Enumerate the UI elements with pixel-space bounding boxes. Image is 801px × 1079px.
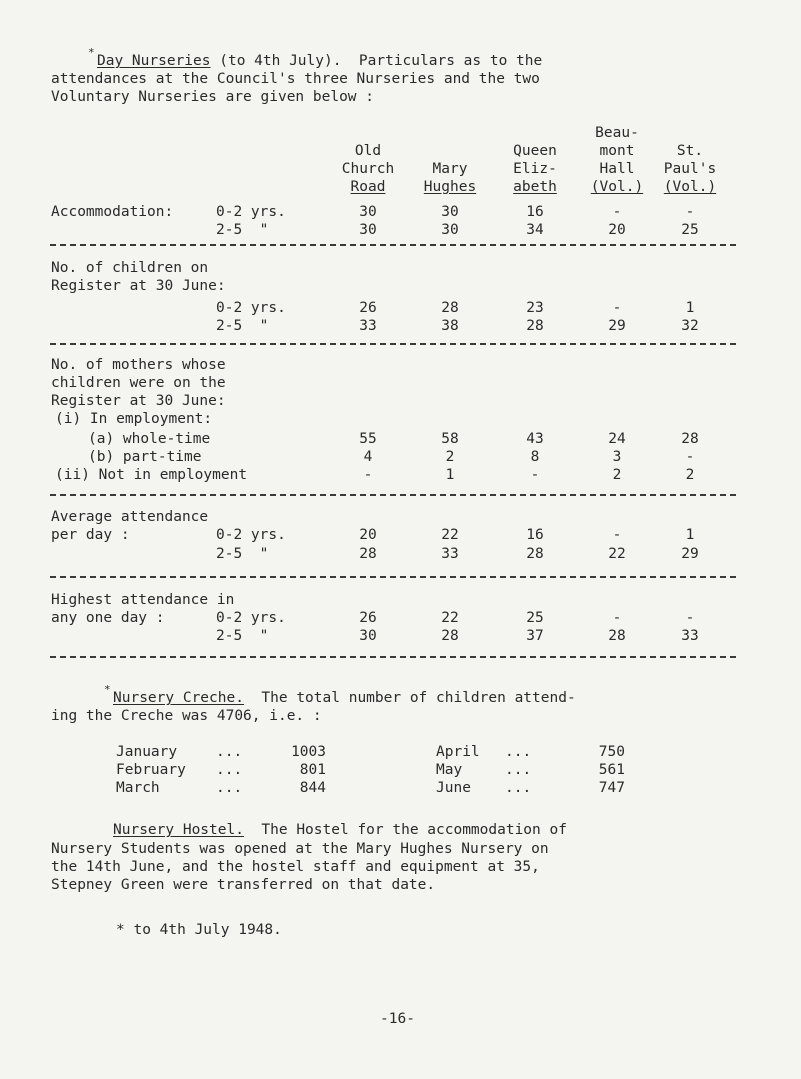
table-cell: 55 — [359, 431, 377, 447]
month-label: April — [436, 744, 480, 760]
table-cell: 1 — [685, 300, 695, 316]
row-age-label: 2-5 " — [216, 628, 269, 644]
table-cell: - — [685, 610, 695, 626]
table-cell: 1 — [445, 467, 455, 483]
table-cell: 26 — [359, 610, 377, 626]
day-nurseries-heading: Day Nurseries — [97, 53, 211, 69]
row-label: (ii) Not in employment — [55, 467, 248, 483]
month-dots: ... — [216, 744, 243, 760]
table-cell: 28 — [681, 431, 699, 447]
month-dots: ... — [216, 762, 243, 778]
table-cell: 8 — [530, 449, 540, 465]
table-cell: 29 — [608, 318, 626, 334]
row-age-label: 0-2 yrs. — [216, 527, 286, 543]
mothers-label: (i) In employment: — [55, 411, 213, 427]
month-dots: ... — [505, 762, 532, 778]
table-cell: 30 — [359, 628, 377, 644]
divider — [50, 244, 736, 246]
table-cell: 20 — [359, 527, 377, 543]
table-cell: 33 — [359, 318, 377, 334]
nursery-hostel-heading: Nursery Hostel. — [113, 822, 244, 838]
table-cell: 25 — [681, 222, 699, 238]
table-cell: - — [530, 467, 540, 483]
table-cell: 37 — [526, 628, 544, 644]
table-cell: 28 — [359, 546, 377, 562]
table-cell: 22 — [608, 546, 626, 562]
table-cell: 16 — [526, 204, 544, 220]
footnote: * to 4th July 1948. — [116, 922, 282, 938]
intro-line-1 — [97, 52, 542, 70]
mothers-label: Register at 30 June: — [51, 393, 226, 409]
table-cell: 2 — [445, 449, 455, 465]
month-count: 561 — [598, 762, 625, 778]
table-cell: 23 — [526, 300, 544, 316]
month-label: February — [116, 762, 186, 778]
col-header-beaumont-hall: Beau- mont Hall (Vol.) — [590, 125, 644, 195]
hostel-line-1-text: The Hostel for the accommodation of — [243, 822, 567, 838]
accommodation-label: Accommodation: — [51, 204, 174, 220]
table-cell: - — [363, 467, 373, 483]
highest-label: Highest attendance in — [51, 592, 235, 608]
table-cell: 30 — [359, 222, 377, 238]
row-label: (a) whole-time — [88, 431, 211, 447]
month-count: 801 — [299, 762, 326, 778]
hostel-line-1 — [113, 821, 567, 839]
table-cell: 28 — [526, 318, 544, 334]
month-count: 747 — [598, 780, 625, 796]
table-cell: 22 — [441, 527, 459, 543]
table-cell: 26 — [359, 300, 377, 316]
table-cell: 30 — [441, 222, 459, 238]
table-cell: 28 — [608, 628, 626, 644]
table-cell: 28 — [441, 300, 459, 316]
month-dots: ... — [505, 780, 532, 796]
month-dots: ... — [216, 780, 243, 796]
table-cell: - — [612, 527, 622, 543]
col-header-mary-hughes: Mary Hughes — [423, 161, 477, 195]
table-cell: 24 — [608, 431, 626, 447]
table-cell: 2 — [685, 467, 695, 483]
table-cell: 3 — [612, 449, 622, 465]
table-cell: 2 — [612, 467, 622, 483]
average-label: per day : — [51, 527, 130, 543]
table-cell: 32 — [681, 318, 699, 334]
table-cell: 22 — [441, 610, 459, 626]
hostel-line-3: the 14th June, and the hostel staff and equipment at 35, — [51, 859, 540, 875]
table-cell: 33 — [681, 628, 699, 644]
table-cell: 16 — [526, 527, 544, 543]
table-cell: - — [685, 449, 695, 465]
mothers-label: No. of mothers whose — [51, 357, 226, 373]
month-count: 844 — [299, 780, 326, 796]
row-age-label: 0-2 yrs. — [216, 204, 286, 220]
table-cell: - — [612, 204, 622, 220]
page-number: -16- — [380, 1011, 415, 1027]
table-cell: - — [685, 204, 695, 220]
hostel-line-4: Stepney Green were transferred on that date. — [51, 877, 436, 893]
row-age-label: 2-5 " — [216, 318, 269, 334]
table-cell: - — [612, 610, 622, 626]
highest-label: any one day : — [51, 610, 165, 626]
footnote-marker: * — [88, 46, 95, 59]
month-label: January — [116, 744, 178, 760]
register-label: Register at 30 June: — [51, 278, 226, 294]
table-cell: - — [612, 300, 622, 316]
average-label: Average attendance — [51, 509, 209, 525]
table-cell: 28 — [441, 628, 459, 644]
divider — [50, 343, 736, 345]
col-header-old-church-road: Old Church Road — [341, 143, 395, 195]
table-cell: 29 — [681, 546, 699, 562]
table-cell: 25 — [526, 610, 544, 626]
creche-line-2: ing the Creche was 4706, i.e. : — [51, 708, 322, 724]
divider — [50, 576, 736, 578]
creche-line-1-text: The total number of children attend- — [243, 690, 576, 706]
table-cell: 4 — [363, 449, 373, 465]
row-label: (b) part-time — [88, 449, 202, 465]
month-count: 750 — [598, 744, 625, 760]
divider — [50, 656, 736, 658]
table-cell: 1 — [685, 527, 695, 543]
month-count: 1003 — [291, 744, 326, 760]
intro-line-3: Voluntary Nurseries are given below : — [51, 89, 375, 105]
divider — [50, 494, 736, 496]
mothers-label: children were on the — [51, 375, 226, 391]
intro-line-2: attendances at the Council's three Nurseries and the two — [51, 71, 540, 87]
month-dots: ... — [505, 744, 532, 760]
row-age-label: 0-2 yrs. — [216, 300, 286, 316]
table-cell: 34 — [526, 222, 544, 238]
table-cell: 33 — [441, 546, 459, 562]
month-label: March — [116, 780, 160, 796]
table-cell: 38 — [441, 318, 459, 334]
table-cell: 28 — [526, 546, 544, 562]
month-label: May — [436, 762, 463, 778]
creche-line-1 — [113, 689, 576, 707]
row-age-label: 2-5 " — [216, 222, 269, 238]
table-cell: 30 — [359, 204, 377, 220]
col-header-queen-elizabeth: Queen Eliz- abeth — [513, 143, 557, 195]
col-header-st-pauls: St. Paul's (Vol.) — [663, 143, 717, 195]
footnote-marker: * — [104, 683, 111, 696]
month-label: June — [436, 780, 471, 796]
nursery-creche-heading: Nursery Creche. — [113, 690, 244, 706]
hostel-line-2: Nursery Students was opened at the Mary Hughes Nursery on — [51, 841, 549, 857]
register-label: No. of children on — [51, 260, 209, 276]
table-cell: 43 — [526, 431, 544, 447]
intro-line-1-text: (to 4th July). Particulars as to the — [210, 53, 543, 69]
table-cell: 30 — [441, 204, 459, 220]
table-cell: 58 — [441, 431, 459, 447]
row-age-label: 2-5 " — [216, 546, 269, 562]
row-age-label: 0-2 yrs. — [216, 610, 286, 626]
table-cell: 20 — [608, 222, 626, 238]
